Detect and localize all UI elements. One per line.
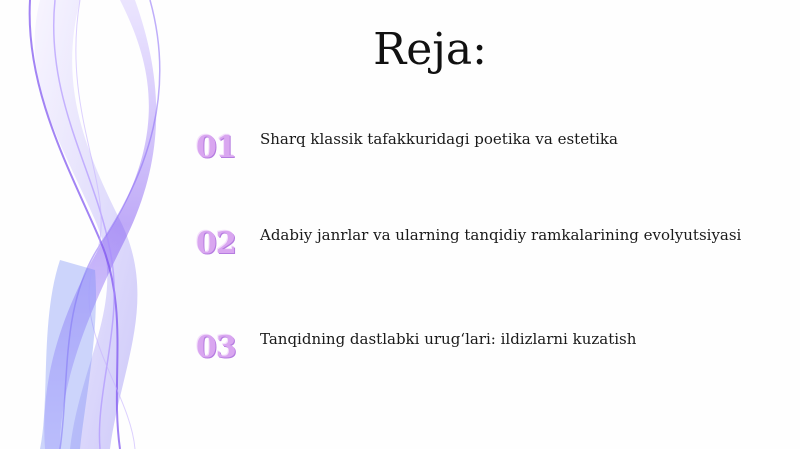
slide-title: Reja: [373,24,487,75]
plan-item [196,328,776,368]
plan-item [196,128,776,168]
item-number: 01 [196,130,236,165]
item-text: Sharq klassik tafakkuridagi poetika va estetika [260,130,618,148]
decorative-ribbon [0,0,200,449]
item-text: Tanqidning dastlabki urug‘lari: ildizlarni kuzatish [260,330,637,348]
item-number: 03 [196,330,236,365]
item-number: 02 [196,226,236,261]
item-text: Adabiy janrlar va ularning tanqidiy ramkalarining evolyutsiyasi [260,226,742,244]
plan-item [196,224,776,264]
